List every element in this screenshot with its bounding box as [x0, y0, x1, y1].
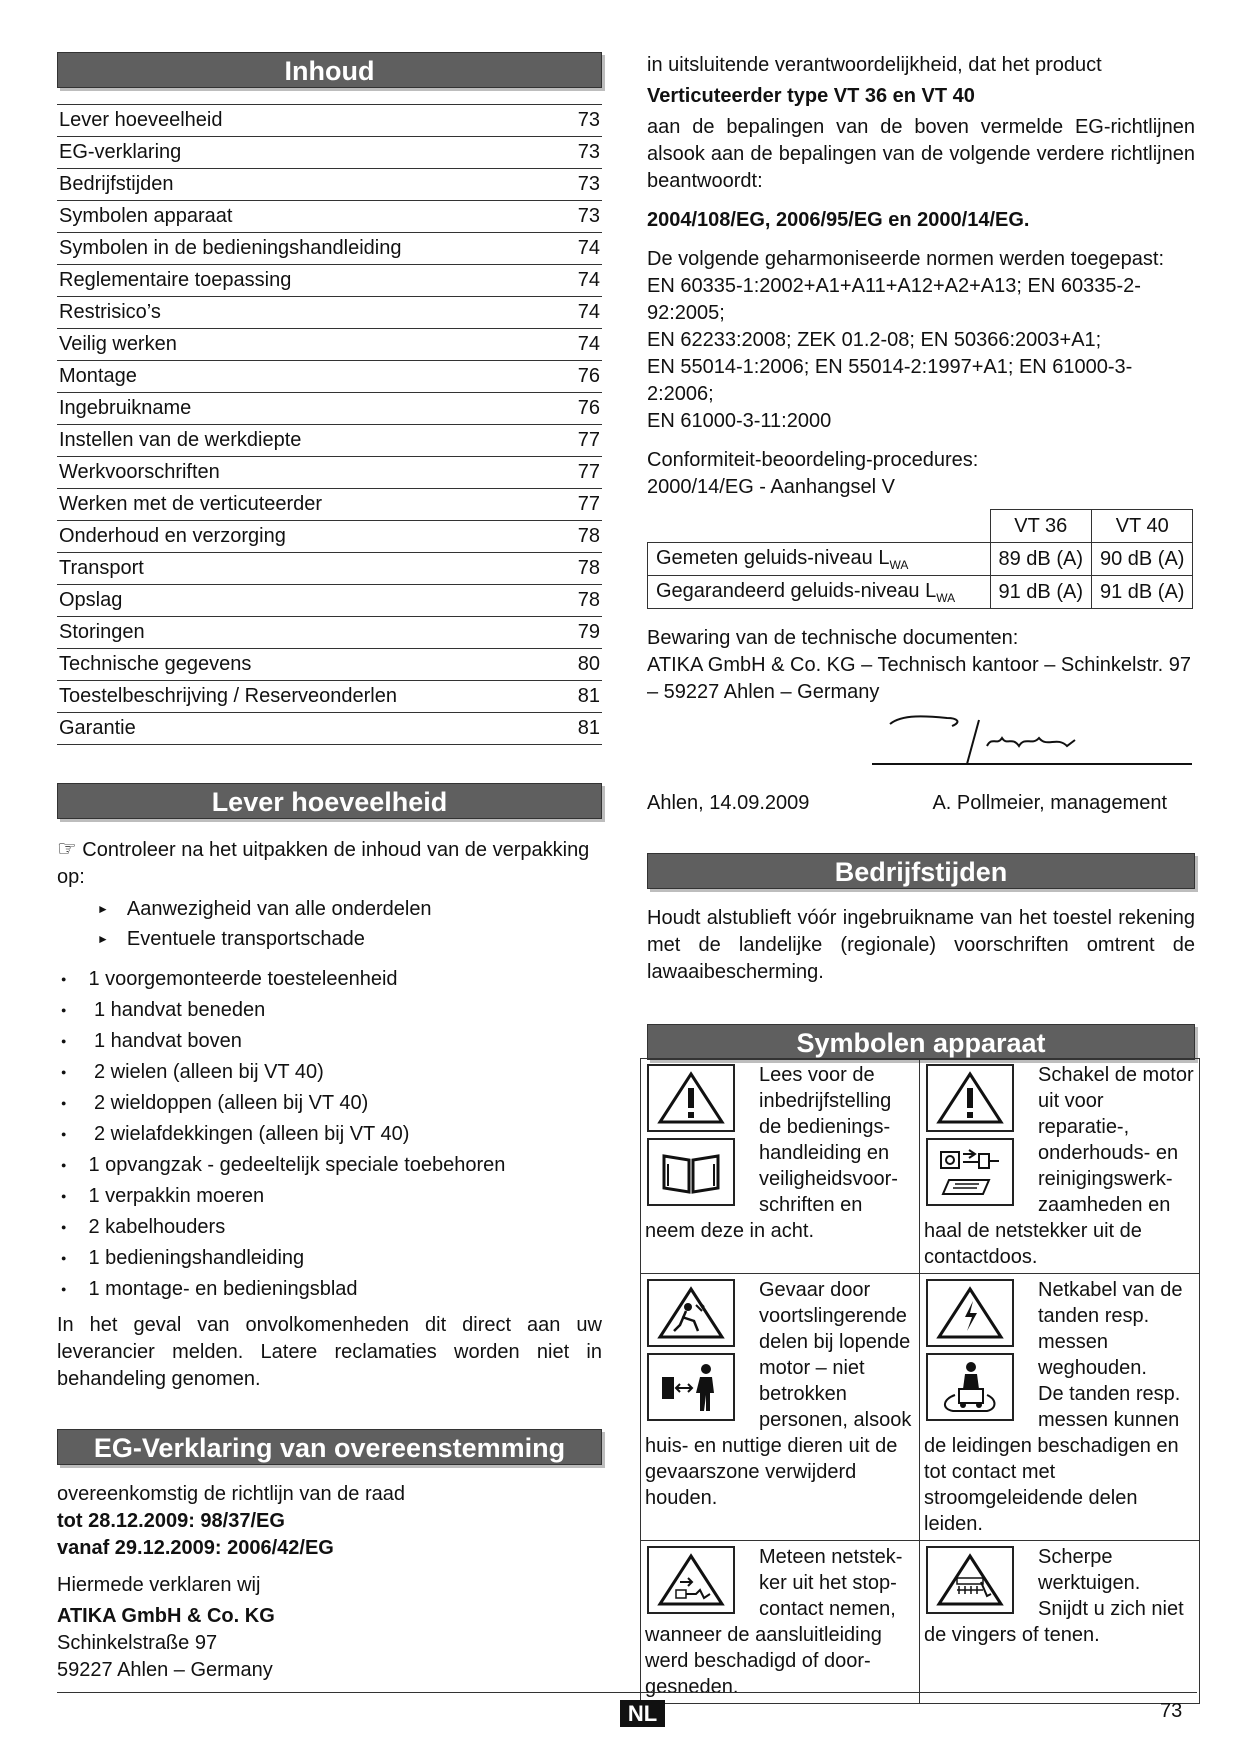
symbols-heading: Symbolen apparaat [647, 1024, 1195, 1060]
toc-page: 78 [577, 589, 600, 611]
hand-pointer-icon: ☞ [57, 836, 77, 861]
hours-text: Houdt alstublieft vóór ingebruikname van het toestel rekening met de landelijke (regionale) voorschriften omtrent de lawaaibescherming. [647, 907, 1195, 983]
symbol-flying-parts [641, 1274, 920, 1540]
keep-distance-icon [647, 1353, 735, 1421]
toc-page: 79 [577, 621, 600, 643]
toc-label: EG-verklaring [59, 141, 182, 163]
noise-col-vt40: VT 40 [1091, 510, 1192, 543]
list-item: ● 1 verpakkin moeren [57, 1182, 602, 1213]
manual-book-icon [647, 1138, 735, 1206]
left-column [57, 52, 602, 1684]
sharp-blades-icon [926, 1546, 1014, 1614]
delivery-heading: Lever hoeveelheid [57, 783, 602, 819]
toc-label: Garantie [59, 717, 136, 739]
noise-row-measured: Gemeten geluids-niveau $L_{WA}$ [648, 543, 991, 576]
symbol-text: Scherpe werktuigen. Snijdt u zich niet de vingers of tenen. [924, 1546, 1184, 1646]
toc-row [57, 361, 602, 393]
noise-col-vt36: VT 36 [990, 510, 1091, 543]
toc-row [57, 553, 602, 585]
signature-line [647, 790, 1167, 817]
toc-row [57, 489, 602, 521]
toc-row [57, 169, 602, 201]
signature [647, 706, 1195, 786]
toc-page: 74 [577, 269, 600, 291]
toc-page: 74 [577, 237, 600, 259]
toc-row [57, 105, 602, 137]
eg-norms-intro: De volgende geharmoniseerde normen werden toegepast: [647, 248, 1165, 270]
eg-declare: Hiermede verklaren wij [57, 1574, 261, 1596]
unplug-icon [926, 1138, 1014, 1206]
symbol-cable-away [920, 1274, 1199, 1540]
eg-company: ATIKA GmbH & Co. KG [57, 1605, 275, 1627]
toc-label: Storingen [59, 621, 145, 643]
noise-guaranteed-vt36: 91 dB (A) [990, 576, 1091, 609]
list-item: ● 1 montage- en bedieningsblad [57, 1275, 602, 1306]
toc-page: 76 [577, 365, 600, 387]
toc-row [57, 521, 602, 553]
delivery-check-text: Controleer na het uitpakken de inhoud van de verpakking op: [57, 839, 590, 888]
list-item: ● 1 bedieningshandleiding [57, 1244, 602, 1275]
symbol-text: Schakel de motor uit voor reparatie-, onderhouds- en reinigingswerk-zaamheden en haal de netstekker uit de contactdoos. [924, 1064, 1194, 1268]
eg-city: 59227 Ahlen – Germany [57, 1659, 273, 1681]
toc-row [57, 617, 602, 649]
toc-label: Werkvoorschriften [59, 461, 220, 483]
toc-page: 73 [577, 109, 600, 131]
noise-guaranteed-vt40: 91 dB (A) [1091, 576, 1192, 609]
list-item: ● 1 voorgemonteerde toesteleenheid [57, 965, 602, 996]
toc-label: Reglementaire toepassing [59, 269, 292, 291]
footer-rule [57, 1692, 1197, 1693]
toc-page: 77 [577, 461, 600, 483]
list-item: ● 1 handvat boven [57, 1027, 602, 1058]
toc-page: 74 [577, 333, 600, 355]
list-item: ► Eventuele transportschade [97, 925, 602, 955]
symbol-damaged-cable [641, 1541, 920, 1703]
toc-row [57, 393, 602, 425]
toc-label: Onderhoud en verzorging [59, 525, 286, 547]
toc-page: 73 [577, 205, 600, 227]
symbol-text: Lees voor de inbedrijfstelling de bedienings-handleiding en veiligheidsvoor-schriften en neem deze in acht. [645, 1064, 898, 1242]
toc-row [57, 585, 602, 617]
storage-1: Bewaring van de technische documenten: [647, 627, 1019, 649]
right-column [647, 52, 1195, 1060]
toc-page: 77 [577, 429, 600, 451]
toc-row [57, 201, 602, 233]
toc-label: Lever hoeveelheid [59, 109, 223, 131]
list-item: ► Aanwezigheid van alle onderdelen [97, 895, 602, 925]
eg-product: Verticuteerder type VT 36 en VT 40 [647, 85, 975, 107]
delivery-note: In het geval van onvolkomenheden dit direct aan uw leverancier melden. Latere reclamaties worden niet in behandeling genomen. [57, 1314, 602, 1390]
delivery-list [57, 965, 602, 1306]
toc-label: Toestelbeschrijving / Reserveonderlen [59, 685, 397, 707]
list-item: ● 1 handvat beneden [57, 996, 602, 1027]
eg-provisions: aan de bepalingen van de boven vermelde EG-richtlijnen alsook aan de bepalingen van de volgende verdere richtlijnen beantwoordt: [647, 116, 1195, 192]
toc-row [57, 681, 602, 713]
toc-row [57, 649, 602, 681]
eg-norms-4: EN 61000-3-11:2000 [647, 410, 832, 432]
symbol-text: De tanden resp. messen kunnen de leidingen beschadigen en tot contact met stroomgeleidende delen leiden. [924, 1383, 1181, 1535]
toc-page: 80 [577, 653, 600, 675]
toc-label: Werken met de verticuteerder [59, 493, 323, 515]
list-item: ● 1 opvangzak - gedeeltelijk speciale toebehoren [57, 1151, 602, 1182]
symbol-text: Netkabel van de tanden resp. messen weghouden. [1038, 1279, 1183, 1379]
eg-street: Schinkelstraße 97 [57, 1632, 218, 1654]
eg-directives: 2004/108/EG, 2006/95/EG en 2000/14/EG. [647, 209, 1030, 231]
toc-label: Ingebruikname [59, 397, 192, 419]
toc-label: Symbolen in de bedieningshandleiding [59, 237, 402, 259]
symbol-unplug-maintenance [920, 1059, 1199, 1273]
cable-blades-icon [926, 1353, 1014, 1421]
eg-heading: EG-Verklaring van overeenstemming [57, 1429, 602, 1465]
eg-line1: overeenkomstig de richtlijn van de raad [57, 1483, 405, 1505]
list-item: ● 2 wielafdekkingen (alleen bij VT 40) [57, 1120, 602, 1151]
toc-row [57, 233, 602, 265]
toc-heading: Inhoud [57, 52, 602, 88]
warning-triangle-icon [647, 1064, 735, 1132]
language-badge: NL [620, 1700, 665, 1727]
toc-label: Bedrijfstijden [59, 173, 174, 195]
delivery-check [57, 835, 602, 891]
storage-2: ATIKA GmbH & Co. KG – Technisch kantoor – Schinkelstr. 97 – 59227 Ahlen – Germany [647, 654, 1191, 703]
page-number: 73 [1160, 1700, 1183, 1722]
toc-row [57, 265, 602, 297]
toc-page: 76 [577, 397, 600, 419]
toc-label: Opslag [59, 589, 123, 611]
toc-row [57, 137, 602, 169]
warning-triangle-icon [926, 1064, 1014, 1132]
toc-page: 78 [577, 557, 600, 579]
symbol-row [641, 1059, 1199, 1274]
noise-table [647, 509, 1193, 609]
toc-row [57, 425, 602, 457]
symbol-sharp-tools [920, 1541, 1199, 1703]
eg-norms-2: EN 62233:2008; ZEK 01.2-08; EN 50366:2003+A1; [647, 329, 1102, 351]
list-item: ● 2 wieldoppen (alleen bij VT 40) [57, 1089, 602, 1120]
eg-norms-1: EN 60335-1:2002+A1+A11+A12+A2+A13; EN 60335-2-92:2005; [647, 275, 1141, 324]
toc-label: Symbolen apparaat [59, 205, 233, 227]
eg-norms-3: EN 55014-1:2006; EN 55014-2:1997+A1; EN 61000-3-2:2006; [647, 356, 1133, 405]
list-item: ● 2 kabelhouders [57, 1213, 602, 1244]
symbol-read-manual [641, 1059, 920, 1273]
noise-measured-vt40: 90 dB (A) [1091, 543, 1192, 576]
toc-list [57, 104, 602, 745]
eg-line3: vanaf 29.12.2009: 2006/42/EG [57, 1537, 334, 1559]
eg-resp: in uitsluitende verantwoordelijkheid, dat het product [647, 54, 1102, 76]
toc-label: Instellen van de werkdiepte [59, 429, 302, 451]
list-item: ● 2 wielen (alleen bij VT 40) [57, 1058, 602, 1089]
toc-page: 73 [577, 141, 600, 163]
symbol-row [641, 1541, 1199, 1703]
toc-page: 77 [577, 493, 600, 515]
symbol-grid [640, 1058, 1200, 1704]
toc-label: Montage [59, 365, 137, 387]
toc-row [57, 329, 602, 361]
toc-label: Technische gegevens [59, 653, 252, 675]
hours-heading: Bedrijfstijden [647, 853, 1195, 889]
electric-hazard-icon [926, 1279, 1014, 1347]
unplug-damaged-cable-icon [647, 1546, 735, 1614]
toc-label: Veilig werken [59, 333, 177, 355]
toc-page: 81 [577, 685, 600, 707]
flying-debris-icon [647, 1279, 735, 1347]
symbol-text: Meteen netstek-ker uit het stop-contact nemen, wanneer de aansluitleiding werd beschadigd of door-gesneden. [645, 1546, 903, 1698]
toc-page: 81 [577, 717, 600, 739]
check-list [97, 895, 602, 955]
toc-label: Transport [59, 557, 144, 579]
eg-conf-2: 2000/14/EG - Aanhangsel V [647, 476, 895, 498]
toc-row [57, 713, 602, 745]
toc-row [57, 297, 602, 329]
toc-page: 73 [577, 173, 600, 195]
toc-page: 74 [577, 301, 600, 323]
toc-row [57, 457, 602, 489]
symbol-row [641, 1274, 1199, 1541]
toc-label: Restrisico’s [59, 301, 161, 323]
noise-row-guaranteed: Gegarandeerd geluids-niveau $L_{WA}$ [648, 576, 991, 609]
place-date: Ahlen, 14.09.2009 [647, 792, 810, 814]
eg-line2: tot 28.12.2009: 98/37/EG [57, 1510, 285, 1532]
symbol-text: Gevaar door voortslingerende delen bij lopende motor – niet betrokken personen, alsook huis- en nuttige dieren uit de gevaarszone verwijderd houden. [645, 1279, 912, 1509]
noise-measured-vt36: 89 dB (A) [990, 543, 1091, 576]
toc-page: 78 [577, 525, 600, 547]
eg-conf-1: Conformiteit-beoordeling-procedures: [647, 449, 979, 471]
signer: A. Pollmeier, management [932, 792, 1167, 814]
